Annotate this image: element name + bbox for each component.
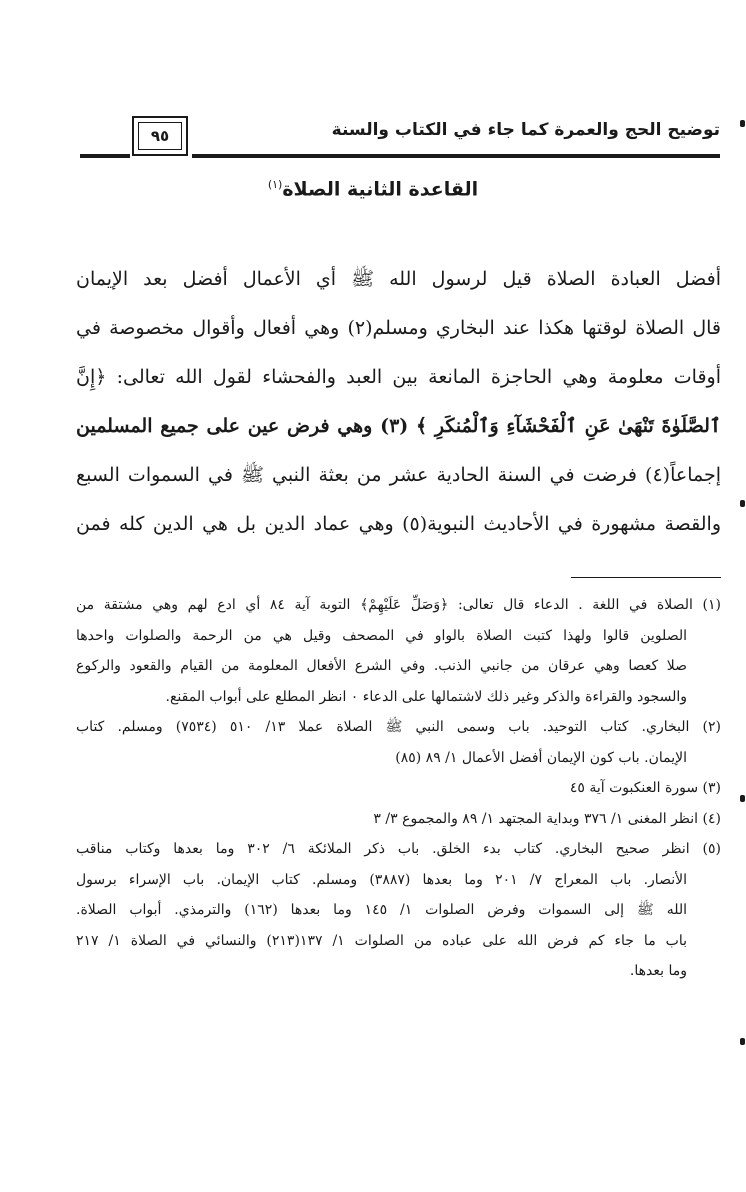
footnotes xyxy=(76,590,721,987)
footnote-line: (٢) البخاري. كتاب التوحيد. باب وسمى النبي ﷺ الصلاة عملا ١٣/ ٥١٠ (٧٥٣٤) ومسلم. كتاب xyxy=(76,719,721,735)
footnote-line: (١) الصلاة في اللغة . الدعاء قال تعالى: ﴿وَصَلِّ عَلَيْهِمْ﴾ التوبة آية ٨٤ أي ادع لهم وهي مشتقة من xyxy=(76,597,721,613)
body-line: قال الصلاة لوقتها هكذا عند البخاري ومسلم(٢) وهي أفعال وأقوال مخصوصة في xyxy=(76,317,721,339)
edge-mark xyxy=(740,795,745,802)
footnote-line: (٥) انظر صحيح البخاري. كتاب بدء الخلق. باب ذكر الملائكة ٦/ ٣٠٢ وما بعدها وكتاب مناقب xyxy=(76,841,721,857)
footnote-line: الصلوين قالوا ولهذا كتبت الصلاة بالواو في المصحف وقيل هي من الرحمة والصلوات واحدها xyxy=(76,627,687,644)
footnote-line: الله ﷺ إلى السموات وفرض الصلوات ١/ ١٤٥ وما بعدها (١٦٢) والترمذي. أبواب الصلاة. xyxy=(76,902,687,918)
page-number-box xyxy=(132,116,188,156)
section-footnote-ref: (١) xyxy=(267,178,283,191)
body-line: أفضل العبادة الصلاة قيل لرسول الله ﷺ أي الأعمال أفضل بعد الإيمان xyxy=(76,268,721,290)
edge-mark xyxy=(740,1038,745,1045)
footnote-line: والسجود والقراءة والذكر وغير ذلك لاشتمالها على الدعاء ٠ انظر المطلع على أبواب المقنع. xyxy=(165,688,687,705)
footnote-line: وما بعدها. xyxy=(629,963,687,979)
running-header xyxy=(80,112,720,158)
footnote-line: (٤) انظر المغنى ١/ ٣٧٦ وبداية المجتهد ١/ ٨٩ والمجموع ٣/ ٣ xyxy=(373,810,721,827)
section-title-text: القاعدة الثانية الصلاة xyxy=(282,178,479,201)
body-line: أوقات معلومة وهي الحاجزة المانعة بين العبد والفحشاء لقول الله تعالى: ﴿إِنَّ xyxy=(76,366,721,388)
footnote-line: الإيمان. باب كون الإيمان أفضل الأعمال ١/ ٨٩ (٨٥) xyxy=(395,749,687,766)
body-line: ٱلصَّلَوٰةَ تَنْهَىٰ عَنِ ٱلْفَحْشَآءِ وَٱلْمُنكَرِ ﴾ (٣) وهي فرض عين على جميع المسلمين xyxy=(76,415,721,437)
edge-mark xyxy=(740,120,745,127)
edge-mark xyxy=(740,500,745,507)
footnote-line: صلا كعصا وهي عرقان من جانبي الذنب. وفي الشرع الأفعال المعلومة من القيام والقعود والركوع xyxy=(76,658,687,674)
header-rule-left xyxy=(80,154,130,158)
footnote-line: الأنصار. باب المعراج ٧/ ٢٠١ وما بعدها (٣٨٨٧) ومسلم. كتاب الإيمان. باب الإسراء برسول xyxy=(76,871,687,888)
footnote-line: باب ما جاء كم فرض الله على عباده من الصلوات ١/ ١٣٧(٢١٣) والنسائي في الصلاة ١/ ٢١٧ xyxy=(76,932,687,949)
body-paragraph xyxy=(76,255,721,549)
running-header-title: توضيح الحج والعمرة كما جاء في الكتاب والسنة xyxy=(331,120,720,140)
footnote-line: (٣) سورة العنكبوت آية ٤٥ xyxy=(569,780,721,796)
header-rule xyxy=(192,154,720,158)
section-title xyxy=(0,178,746,200)
page-number: ٩٥ xyxy=(138,122,182,150)
body-line: والقصة مشهورة في الأحاديث النبوية(٥) وهي عماد الدين بل هي الدين كله فمن xyxy=(76,513,721,535)
footnote-separator xyxy=(571,577,721,578)
body-line: إجماعاً(٤) فرضت في السنة الحادية عشر من بعثة النبي ﷺ في السموات السبع xyxy=(76,464,721,486)
